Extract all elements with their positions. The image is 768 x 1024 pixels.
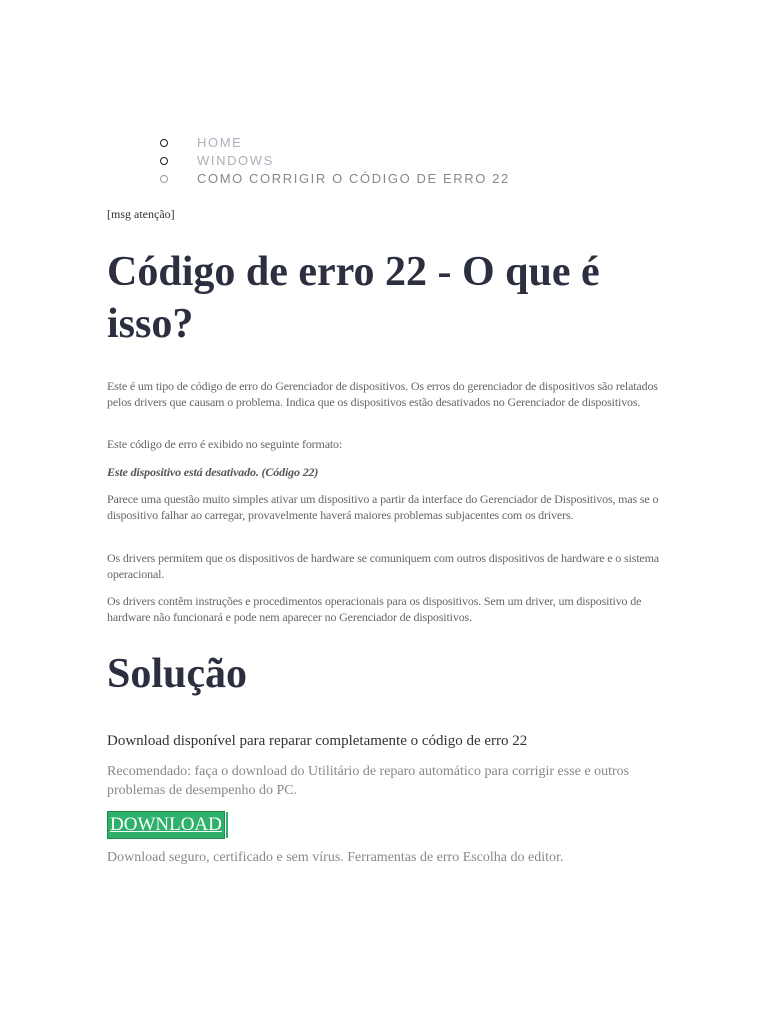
breadcrumb [160,134,510,188]
download-safety-note: Download seguro, certificado e sem vírus. Ferramentas de erro Escolha do editor. [107,850,564,865]
breadcrumb-item-home[interactable] [160,134,510,152]
bullet-icon [160,157,168,165]
paragraph-format: Este código de erro é exibido no seguinte formato: [107,437,343,451]
paragraph-drivers-communicate: Os drivers permitem que os dispositivos de hardware se comuniquem com outros dispositivos de hardware e o sistema operacional. [107,551,659,581]
breadcrumb-item-windows[interactable] [160,152,510,170]
paragraph-device-manager: Parece uma questão muito simples ativar um dispositivo a partir da interface do Gerenciador de Dispositivos, mas se o dispositivo falhar ao carregar, provavelmente haverá maiores problemas subjacentes com os drivers. [107,492,659,522]
msg-tag: [msg atenção] [107,207,175,221]
breadcrumb-link-home[interactable]: HOME [197,135,243,150]
bullet-icon [160,139,168,147]
breadcrumb-current-label: COMO CORRIGIR O CÓDIGO DE ERRO 22 [197,171,510,186]
bullet-icon [160,175,168,183]
paragraph-intro: Este é um tipo de código de erro do Gerenciador de dispositivos. Os erros do gerenciador de dispositivos são relatados pelos drivers que causam o problema. Indica que os dispositivos estão desativados no Gerenciador de dispositivos. [107,379,658,409]
breadcrumb-item-current [160,170,510,188]
error-message-example: Este dispositivo está desativado. (Código 22) [107,465,319,479]
paragraph-drivers-instructions: Os drivers contêm instruções e procedimentos operacionais para os dispositivos. Sem um driver, um dispositivo de hardware não funcionará e pode nem aparecer no Gerenciador de dispositivos. [107,594,642,624]
page-title: Código de erro 22 - O que é isso? [107,249,600,347]
download-heading: Download disponível para reparar completamente o código de erro 22 [107,733,528,749]
breadcrumb-link-windows[interactable]: WINDOWS [197,153,274,168]
solution-heading: Solução [107,651,248,697]
download-recommendation: Recomendado: faça o download do Utilitário de reparo automático para corrigir esse e outros problemas de desempenho do PC. [107,764,630,798]
download-button[interactable]: DOWNLOAD [107,811,225,839]
